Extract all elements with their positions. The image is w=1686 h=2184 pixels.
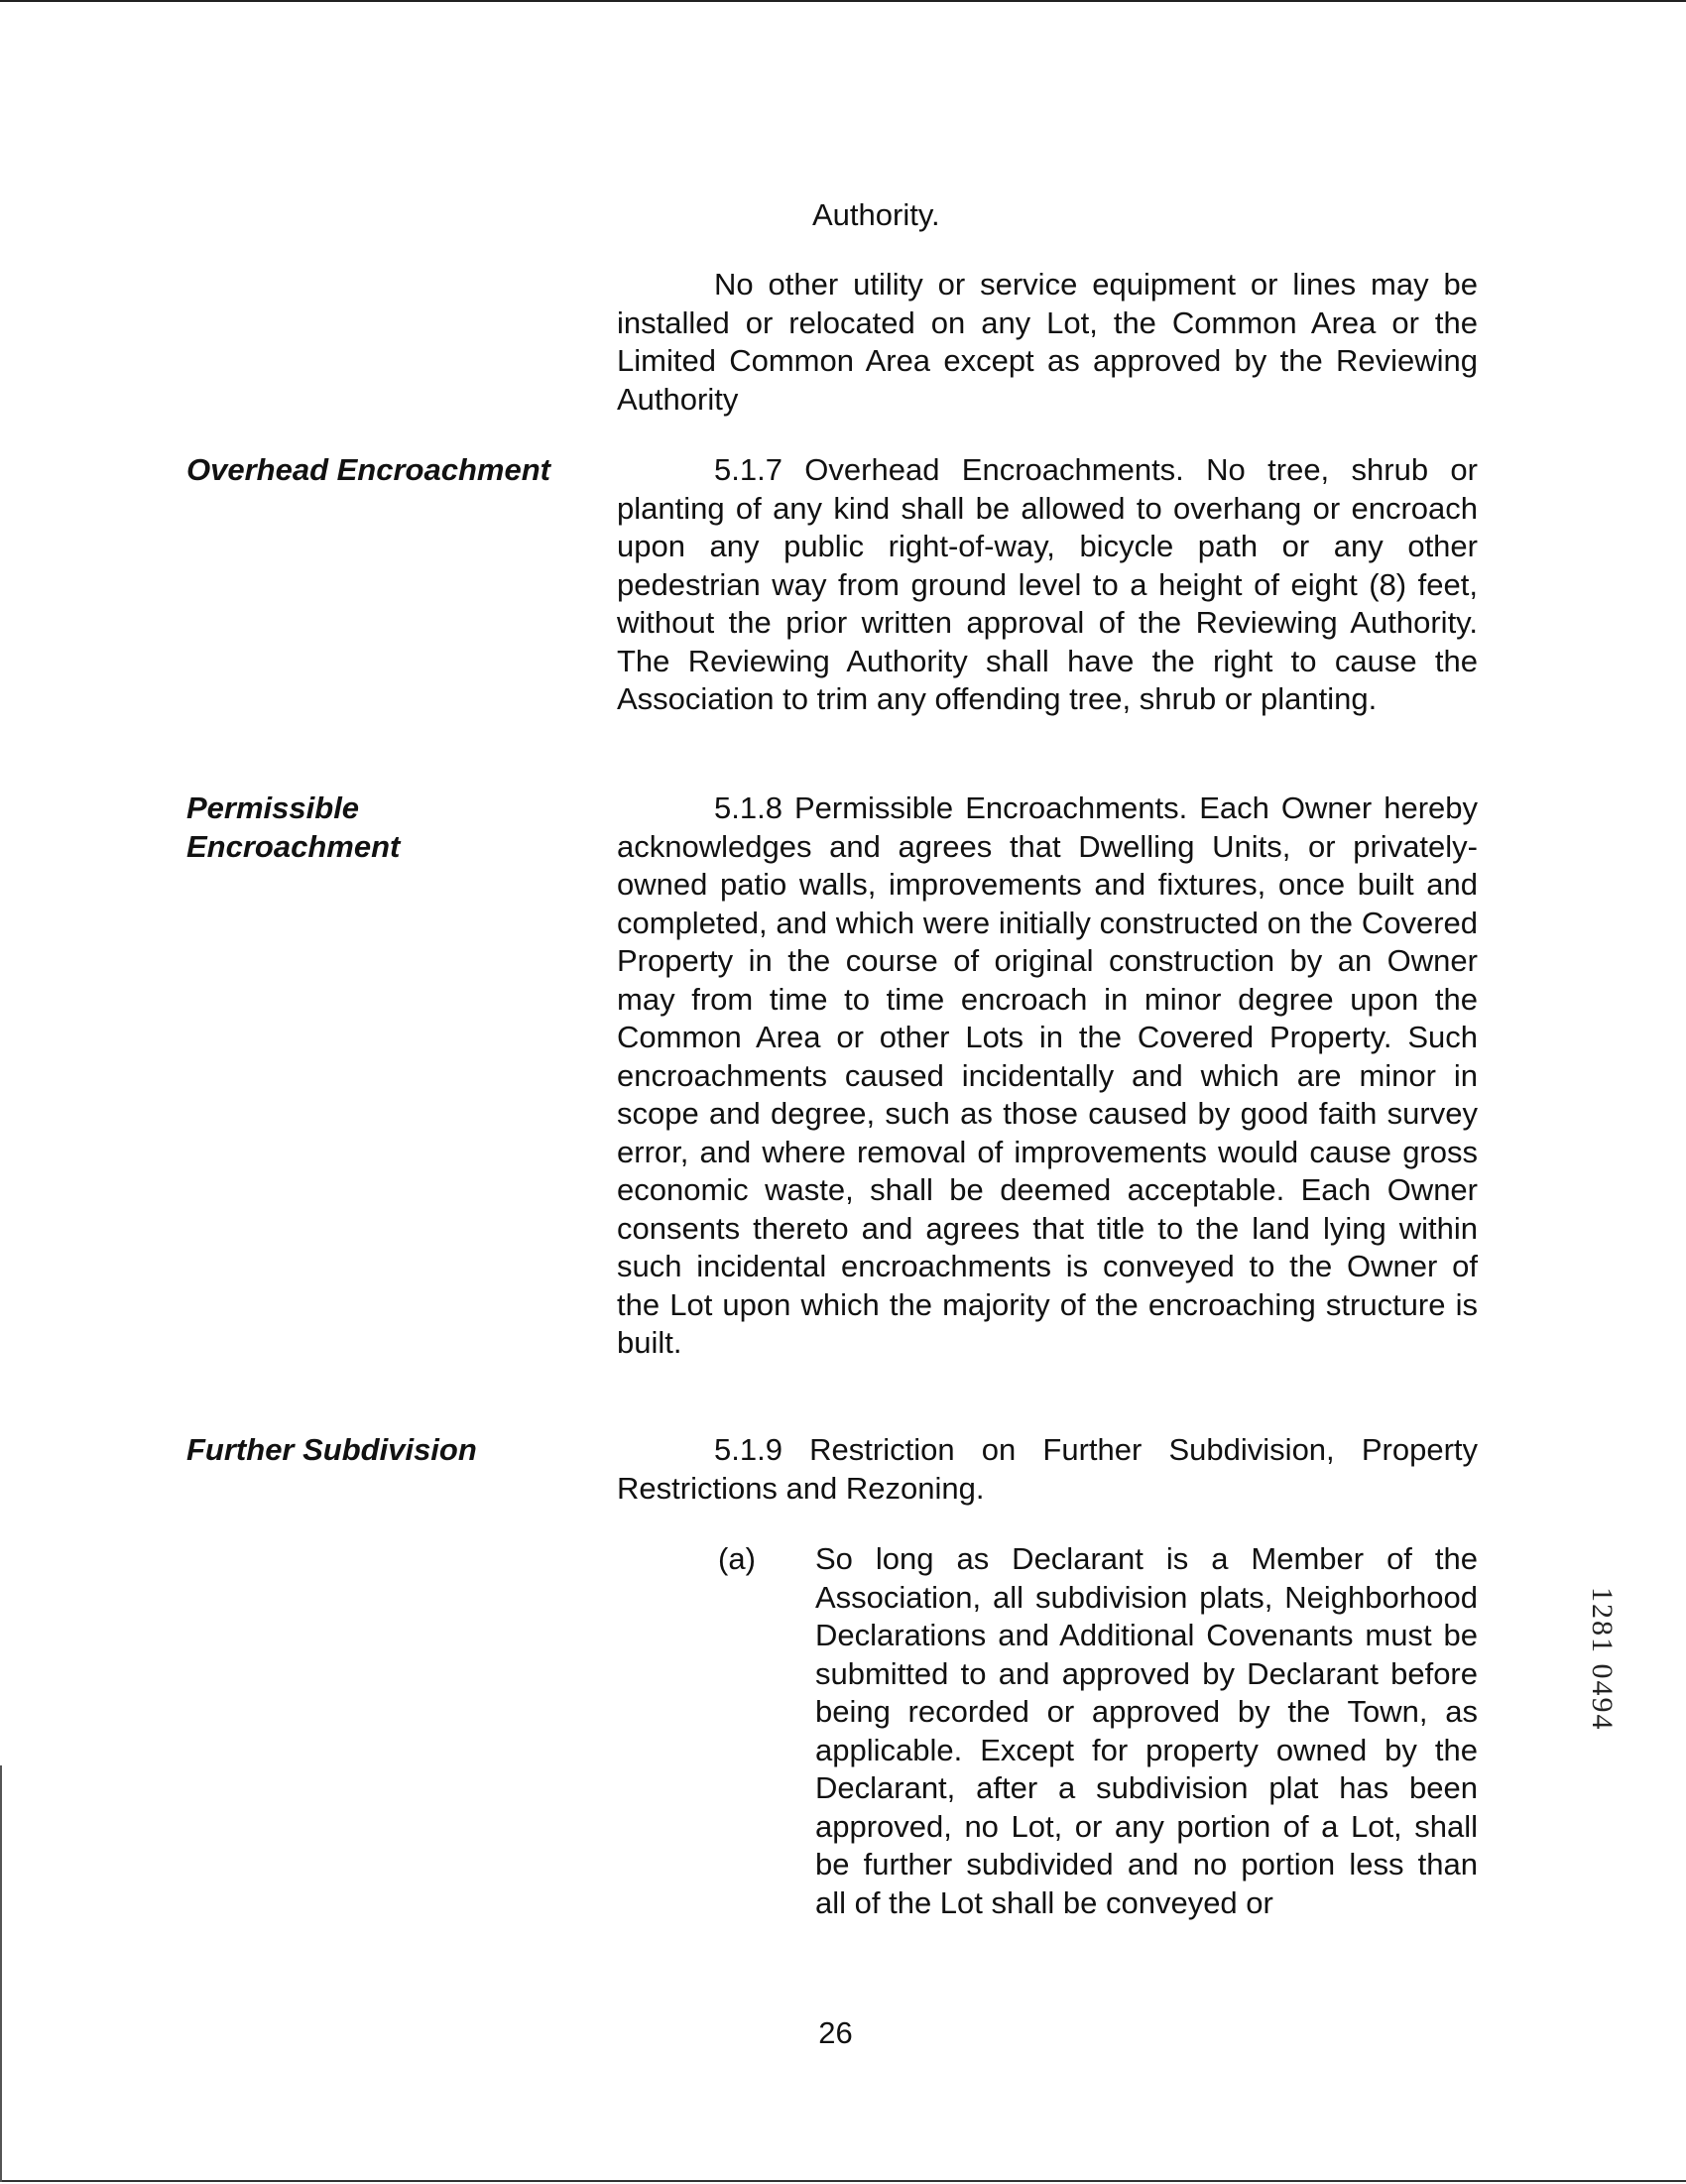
- scan-border-left: [0, 1765, 2, 2182]
- scan-border-top: [0, 0, 1686, 2]
- sub-paragraph-a: So long as Declarant is a Member of the Association, all subdivision plats, Neighborhood Declarations and Additional Covenants must be submitted to and approved by Declarant before being recorded or approved by the Town, as applicable. Except for property owned by the Declarant, after a subdivision plat has been approved, no Lot, or any portion of a Lot, shall be further subdivided and no portion less than all of the Lot shall be conveyed or: [815, 1541, 1478, 1920]
- side-heading-subdivision: Further Subdivision: [186, 1432, 477, 1467]
- sub-item-label-a: (a): [718, 1541, 756, 1576]
- authority-line: Authority.: [812, 197, 940, 232]
- side-heading-overhead: Overhead Encroachment: [186, 452, 550, 487]
- paragraph-5-1-9: 5.1.9 Restriction on Further Subdivision, Property Restrictions and Rezoning.: [617, 1432, 1478, 1506]
- paragraph-5-1-7: 5.1.7 Overhead Encroachments. No tree, shrub or planting of any kind shall be allowed to overhang or encroach upon any public right-of-way, bicycle path or any other pedestrian way from ground level to a height of eight (8) feet, without the prior written approval of the Reviewing Authority. The Reviewing Authority shall have the right to cause the Association to trim any offending tree, shrub or planting.: [617, 452, 1478, 716]
- page-number: 26: [818, 2015, 853, 2050]
- side-heading-permissible-line-1: Permissible: [186, 790, 360, 825]
- scan-border-bottom: [0, 2180, 1686, 2182]
- side-heading-permissible: [186, 789, 603, 866]
- margin-stamp: 1281 0494: [1586, 1587, 1619, 1732]
- paragraph-utility: No other utility or service equipment or lines may be installed or relocated on any Lot, the Common Area or the Limited Common Area except as approved by the Reviewing Authority: [617, 267, 1478, 417]
- side-heading-permissible-line-2: Encroachment: [186, 828, 401, 864]
- paragraph-5-1-8: 5.1.8 Permissible Encroachments. Each Owner hereby acknowledges and agrees that Dwelling Units, or privately-owned patio walls, improvements and fixtures, once built and completed, and which were initially constructed on the Covered Property in the course of original construction by an Owner may from time to time encroach in minor degree upon the Common Area or other Lots in the Covered Property. Such encroachments caused incidentally and which are minor in scope and degree, such as those caused by good faith survey error, and where removal of improvements would cause gross economic waste, shall be deemed acceptable. Each Owner consents thereto and agrees that title to the land lying within such incidental encroachments is conveyed to the Owner of the Lot upon which the majority of the encroaching structure is built.: [617, 790, 1478, 1360]
